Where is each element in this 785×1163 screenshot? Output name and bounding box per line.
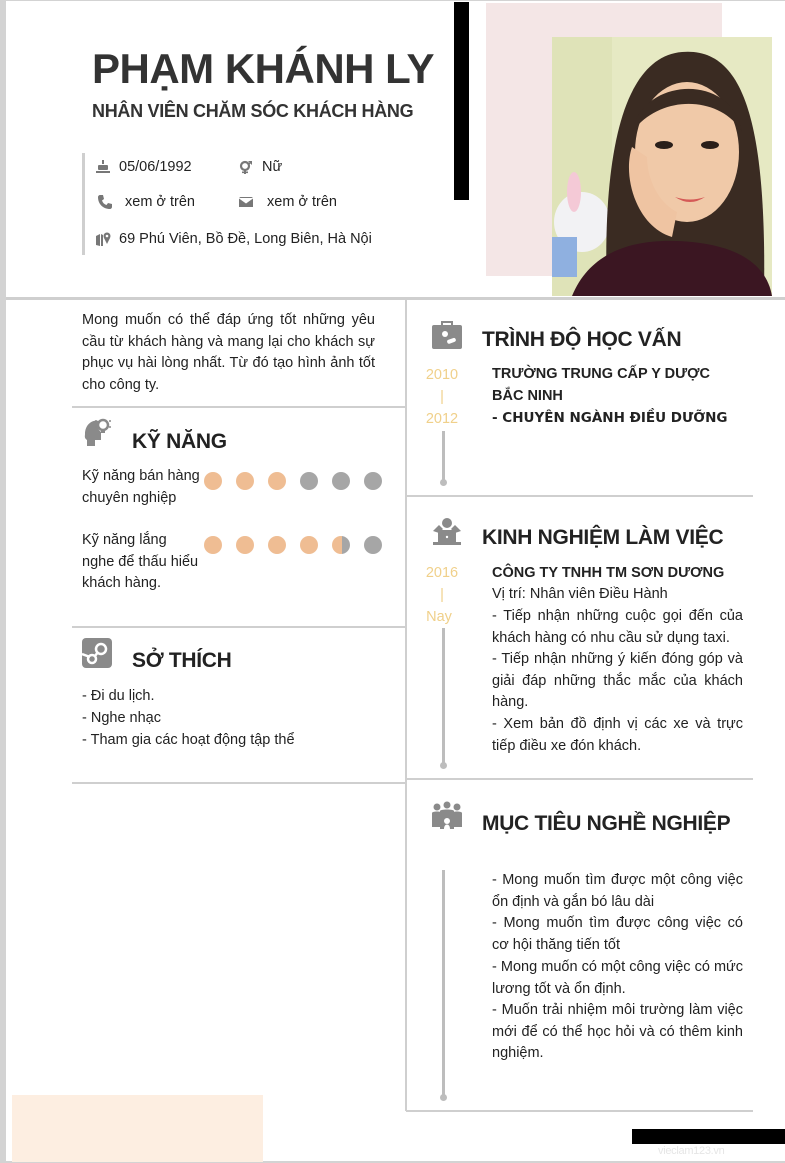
objectives-divider bbox=[406, 1110, 753, 1112]
rating-dot-half bbox=[332, 536, 350, 554]
skill-label: Kỹ năng lắng nghe để thấu hiểu khách hàng. bbox=[82, 532, 199, 592]
edu-year-separator: | bbox=[440, 389, 444, 405]
edu-timeline-dot bbox=[440, 479, 447, 486]
objective-item: - Muốn trải nhiệm môi trường làm việc mới để có thể học hỏi và có thêm kinh nghiệm. bbox=[492, 1002, 743, 1062]
candidate-name: PHẠM KHÁNH LY bbox=[92, 45, 434, 92]
rating-dot-filled bbox=[300, 536, 318, 554]
rating-dot-empty bbox=[364, 472, 382, 490]
experience-title: KINH NGHIỆM LÀM VIỆC bbox=[482, 526, 724, 549]
rating-dot-filled bbox=[236, 536, 254, 554]
skill-rating-2 bbox=[204, 536, 382, 554]
experience-divider bbox=[406, 778, 753, 780]
rating-dot-filled bbox=[268, 536, 286, 554]
company-name: CÔNG TY TNHH TM SƠN DƯƠNG bbox=[492, 565, 725, 581]
skills-title: KỸ NĂNG bbox=[132, 430, 227, 453]
phone-value[interactable]: xem ở trên bbox=[125, 194, 195, 210]
hobbies-divider bbox=[72, 782, 406, 784]
steam-icon bbox=[82, 638, 112, 673]
major: - CHUYÊN NGÀNH ĐIỀU DƯỠNG bbox=[492, 410, 728, 426]
group-users-icon bbox=[431, 801, 463, 836]
rating-dot-filled bbox=[204, 472, 222, 490]
exp-timeline-dot bbox=[440, 762, 447, 769]
info-email bbox=[238, 194, 337, 210]
objective-item: - Mong muốn có một công việc có mức lương tốt và ổn định. bbox=[492, 959, 743, 997]
candidate-position: NHÂN VIÊN CHĂM SÓC KHÁCH HÀNG bbox=[92, 101, 414, 121]
job-role: Vị trí: Nhân viên Điều Hành bbox=[492, 586, 668, 602]
rating-dot-filled bbox=[268, 472, 286, 490]
email-value[interactable]: xem ở trên bbox=[267, 194, 337, 210]
address-value: 69 Phú Viên, Bồ Đề, Long Biên, Hà Nội bbox=[119, 231, 372, 247]
job-duty: - Xem bản đồ định vị các xe và trực tiếp điều xe đón khách. bbox=[492, 716, 743, 754]
career-summary: Mong muốn có thể đáp ứng tốt những yêu cầu từ khách hàng và mang lại cho khách sự phục vụ hài lòng nhất. Từ đó tạo hình ảnh tốt cho công ty. bbox=[82, 312, 375, 394]
exp-start-year: 2016 bbox=[425, 565, 459, 581]
rating-dot-empty bbox=[332, 472, 350, 490]
education-title: TRÌNH ĐỘ HỌC VẤN bbox=[482, 328, 682, 351]
decorative-footer-bar bbox=[632, 1129, 785, 1144]
profile-photo bbox=[552, 37, 772, 296]
edu-timeline-line bbox=[442, 431, 445, 481]
rating-dot-filled bbox=[236, 472, 254, 490]
skill-label: Kỹ năng bán hàng chuyên nghiệp bbox=[82, 468, 200, 506]
gender-icon bbox=[238, 159, 254, 175]
info-gender bbox=[238, 159, 282, 175]
info-phone bbox=[97, 194, 195, 210]
phone-icon bbox=[97, 194, 113, 210]
info-address bbox=[95, 231, 372, 247]
job-duty: - Tiếp nhận những ý kiến đóng góp và giải đáp những thắc mắc của khách hàng. bbox=[492, 651, 743, 711]
rating-dot-filled bbox=[204, 536, 222, 554]
gender-value: Nữ bbox=[262, 159, 283, 175]
hobby-item: - Đi du lịch. bbox=[82, 688, 155, 704]
hobby-item: - Nghe nhạc bbox=[82, 710, 161, 726]
skills-divider bbox=[72, 626, 406, 628]
decorative-peach-block bbox=[12, 1095, 263, 1162]
head-lightbulb-icon bbox=[81, 416, 113, 453]
envelope-icon bbox=[238, 194, 254, 210]
decorative-black-bar bbox=[454, 2, 469, 200]
skill-rating-1 bbox=[204, 472, 382, 490]
exp-year-separator: | bbox=[440, 587, 444, 603]
header-divider bbox=[6, 297, 785, 300]
person-laptop-icon bbox=[431, 517, 463, 550]
edu-end-year: 2012 bbox=[425, 411, 459, 427]
summary-divider bbox=[72, 406, 406, 408]
school-name: TRƯỜNG TRUNG CẤP Y DƯỢC BẮC NINH bbox=[492, 366, 710, 404]
column-divider bbox=[405, 298, 407, 1111]
objectives-title: MỤC TIÊU NGHỀ NGHIỆP bbox=[482, 812, 731, 835]
briefcase-icon bbox=[432, 321, 462, 354]
birthday-value: 05/06/1992 bbox=[119, 159, 192, 175]
objective-item: - Mong muốn tìm được công việc có cơ hội thăng tiến tốt bbox=[492, 915, 743, 953]
hobbies-title: SỞ THÍCH bbox=[132, 649, 232, 672]
rating-dot-empty bbox=[364, 536, 382, 554]
map-marker-icon bbox=[95, 231, 111, 247]
job-duty: - Tiếp nhận những cuộc gọi đến của khách hàng có nhu cầu sử dụng taxi. bbox=[492, 608, 743, 646]
portrait-illustration bbox=[552, 37, 772, 296]
objective-item: - Mong muốn tìm được một công việc ổn định và gắn bó lâu dài bbox=[492, 872, 743, 910]
objectives-timeline-dot bbox=[440, 1094, 447, 1101]
rating-dot-empty bbox=[300, 472, 318, 490]
edu-start-year: 2010 bbox=[425, 367, 459, 383]
info-birthday bbox=[95, 159, 192, 175]
education-divider bbox=[406, 495, 753, 497]
exp-end-year: Nay bbox=[426, 609, 452, 625]
objectives-timeline-line bbox=[442, 870, 445, 1097]
info-accent-bar bbox=[82, 153, 85, 255]
exp-timeline-line bbox=[442, 628, 445, 764]
birthday-cake-icon bbox=[95, 159, 111, 175]
watermark: vieclam123.vn bbox=[658, 1145, 725, 1157]
hobby-item: - Tham gia các hoạt động tập thể bbox=[82, 732, 295, 748]
